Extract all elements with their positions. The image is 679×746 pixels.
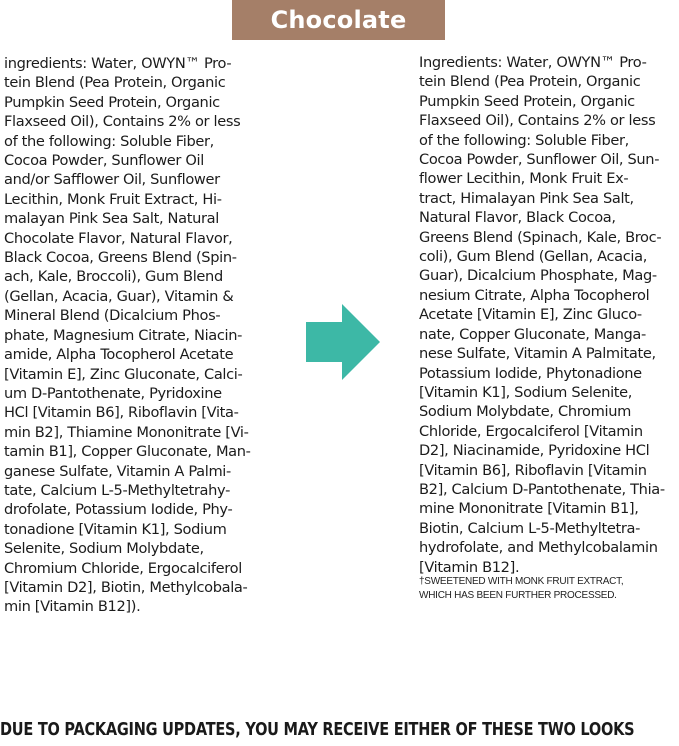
old-ingredients-line: [Vitamin E], Zinc Gluconate, Calci- (4, 365, 243, 383)
new-ingredients-line: Sodium Molybdate, Chromium (419, 403, 631, 421)
old-ingredients-line: amide, Alpha Tocopherol Acetate (4, 346, 234, 364)
old-ingredients-line: Lecithin, Monk Fruit Extract, Hi- (4, 190, 222, 208)
new-ingredients-line: Guar), Dicalcium Phosphate, Mag- (419, 267, 657, 285)
packaging-notice: DUE TO PACKAGING UPDATES, YOU MAY RECEIVE EITHER OF THESE TWO LOOKS (0, 720, 635, 740)
new-ingredients-text (419, 53, 665, 577)
old-ingredients-line: HCl [Vitamin B6], Riboflavin [Vita- (4, 404, 239, 422)
old-ingredients-line: tein Blend (Pea Protein, Organic (4, 74, 226, 92)
footnote-line: †SWEETENED WITH MONK FRUIT EXTRACT, (419, 576, 624, 587)
old-ingredients-line: um D-Pantothenate, Pyridoxine (4, 384, 222, 402)
old-ingredients-line: ach, Kale, Broccoli), Gum Blend (4, 268, 223, 286)
old-ingredients-line: of the following: Soluble Fiber, (4, 132, 214, 150)
old-ingredients-text (4, 54, 251, 617)
old-ingredients-line: Chocolate Flavor, Natural Flavor, (4, 229, 233, 247)
new-ingredients-line: tein Blend (Pea Protein, Organic (419, 73, 641, 91)
new-ingredients-line: Acetate [Vitamin E], Zinc Glucо- (419, 306, 642, 324)
sweetener-footnote (419, 575, 623, 603)
new-ingredients-line: mine Mononitrate [Vitamin B1], (419, 500, 639, 518)
flavor-banner-label: Chocolate (270, 6, 407, 34)
arrow-shape (306, 304, 380, 380)
old-ingredients-line: Selenite, Sodium Molybdate, (4, 540, 204, 558)
new-ingredients-line: nate, Copper Gluconate, Manga- (419, 325, 646, 343)
new-ingredients-line: Potassium Iodide, Phytonadione (419, 364, 642, 382)
new-ingredients-line: B2], Calcium D-Pantothenate, Thia- (419, 480, 665, 498)
old-ingredients-line: ganese Sulfate, Vitamin A Palmi- (4, 462, 231, 480)
new-ingredients-line: hydrofolate, and Methylcobalamin (419, 539, 658, 557)
old-ingredients-line: tate, Calcium L-5-Methyltetrahy- (4, 481, 230, 499)
old-ingredients-line: phate, Magnesium Citrate, Niacin- (4, 326, 243, 344)
flavor-banner (232, 0, 445, 40)
old-ingredients-line: malayan Pink Sea Salt, Natural (4, 210, 219, 228)
new-ingredients-line: [Vitamin K1], Sodium Selenite, (419, 383, 633, 401)
new-ingredients-line: Chloride, Ergocalciferol [Vitamin (419, 422, 643, 440)
right-arrow-icon (304, 302, 382, 382)
new-ingredients-line: tract, Himalayan Pink Sea Salt, (419, 189, 634, 207)
new-ingredients-line: Cocoa Powder, Sunflower Oil, Sun- (419, 151, 660, 169)
old-ingredients-line: Chromium Chloride, Ergocalciferol (4, 559, 242, 577)
old-ingredients-line: tonadione [Vitamin K1], Sodium (4, 520, 227, 538)
old-ingredients-line: Pumpkin Seed Protein, Organic (4, 93, 220, 111)
old-ingredients-line: drofolate, Potassium Iodide, Phy- (4, 501, 233, 519)
new-ingredients-line: Natural Flavor, Black Cocoa, (419, 209, 616, 227)
new-ingredients-line: Biotin, Calcium L-5-Methyltetra- (419, 519, 641, 537)
old-ingredients-line: ingredients: Water, OWYN™ Pro- (4, 55, 232, 72)
new-ingredients-line: Greens Blend (Spinach, Kale, Broc- (419, 228, 662, 246)
new-ingredients-line: [Vitamin B12]. (419, 558, 520, 576)
old-ingredients-line: Cocoa Powder, Sunflower Oil (4, 152, 204, 170)
new-ingredients-line: Flaxseed Oil), Contains 2% or less (419, 112, 656, 130)
old-ingredients-line: Flaxseed Oil), Contains 2% or less (4, 113, 241, 131)
new-ingredients-line: nese Sulfate, Vitamin A Palmitate, (419, 345, 656, 363)
new-ingredients-line: Pumpkin Seed Protein, Organic (419, 92, 635, 110)
old-ingredients-line: min B2], Thiamine Mononitrate [Vi- (4, 423, 249, 441)
old-ingredients-line: tamin B1], Copper Gluconate, Man- (4, 443, 251, 461)
old-ingredients-line: and/or Safflower Oil, Sunflower (4, 171, 220, 189)
footnote-line: WHICH HAS BEEN FURTHER PROCESSED. (419, 590, 617, 601)
old-ingredients-line: Mineral Blend (Dicalcium Phos- (4, 307, 221, 325)
old-ingredients-line: (Gellan, Acacia, Guar), Vitamin & (4, 287, 234, 305)
new-ingredients-line: Ingredients: Water, OWYN™ Pro- (419, 54, 647, 71)
new-ingredients-line: nesium Citrate, Alpha Tocopherol (419, 286, 650, 304)
new-ingredients-line: flower Lecithin, Monk Fruit Ex- (419, 170, 629, 188)
new-ingredients-line: [Vitamin B6], Riboflavin [Vitamin (419, 461, 647, 479)
old-ingredients-line: [Vitamin D2], Biotin, Methylcobala- (4, 578, 248, 596)
new-ingredients-line: D2], Niacinamide, Pyridoxine HCl (419, 442, 650, 460)
new-ingredients-line: of the following: Soluble Fiber, (419, 131, 629, 149)
old-ingredients-line: min [Vitamin B12]). (4, 598, 141, 616)
old-ingredients-line: Black Cocoa, Greens Blend (Spin- (4, 249, 237, 267)
new-ingredients-line: coli), Gum Blend (Gellan, Acacia, (419, 248, 648, 266)
